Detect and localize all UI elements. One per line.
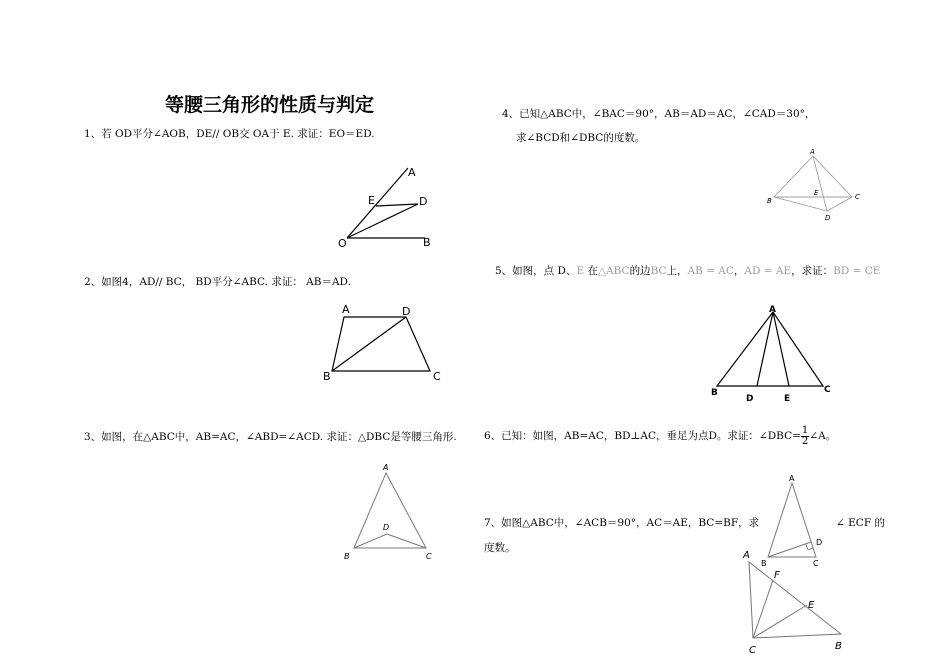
q5-prefix: 5、如图，点 D、 <box>495 265 577 277</box>
q4-label-c: C <box>855 193 860 201</box>
question-2-figure <box>320 300 450 385</box>
question-5-figure <box>705 300 835 405</box>
question-4-line2: 求∠BCD和∠DBC的度数。 <box>516 132 646 144</box>
question-6-text <box>484 424 836 448</box>
q1-label-d: D <box>419 195 428 208</box>
q7-label-e: E <box>808 600 815 611</box>
q6-label-d: D <box>816 538 823 547</box>
q5-mid1: 在 <box>584 265 598 277</box>
q6-main: 6、已知：如图，AB=AC，BD⊥AC，垂足为点D。求证：∠DBC= <box>484 430 801 442</box>
q7-label-b: B <box>835 641 842 652</box>
q5-label-b: B <box>711 388 718 398</box>
q5-mid4: ，求证： <box>791 265 834 277</box>
question-1-figure <box>330 160 440 250</box>
question-7-line1: 7、如图△ABC中，∠ACB＝90°，AC＝AE，BC=BF，求 <box>484 517 760 529</box>
q5-label-c: C <box>824 385 831 395</box>
q4-label-d: D <box>825 214 831 222</box>
q2-label-a: A <box>342 303 350 316</box>
question-4-figure <box>760 145 870 225</box>
question-7-right: ∠ ECF 的 <box>836 517 885 529</box>
q4-label-e: E <box>814 189 819 197</box>
question-4-line1: 4、已知△ABC中，∠BAC＝90°，AB＝AD＝AC，∠CAD＝30°， <box>502 108 816 120</box>
q5-cond-2: AD = AE <box>744 265 792 277</box>
q6-label-c: C <box>813 559 819 568</box>
question-3-text: 3、如图，在△ABC中，AB=AC，∠ABD=∠ACD. 求证：△DBC是等腰三角形. <box>84 431 457 443</box>
q5-mid3: 上， <box>666 265 688 277</box>
question-7-figure <box>735 545 850 660</box>
page-title: 等腰三角形的性质与判定 <box>165 94 375 116</box>
q3-label-c: C <box>426 552 432 561</box>
question-7-line2: 度数。 <box>484 542 516 554</box>
q1-label-o: O <box>338 237 347 250</box>
q1-label-b: B <box>423 236 431 249</box>
q6-suffix: ∠A。 <box>809 430 837 442</box>
q6-frac-num: 1 <box>801 424 809 436</box>
q5-label-a: A <box>769 305 776 315</box>
question-5-text <box>495 264 880 278</box>
q5-point-e: E <box>576 265 585 277</box>
q5-triangle: △ABC <box>597 265 630 277</box>
q2-label-d: D <box>402 305 411 318</box>
q7-label-c: C <box>749 645 756 656</box>
q7-label-a: A <box>743 550 750 561</box>
q6-frac-den: 2 <box>801 435 809 447</box>
q6-label-b: B <box>761 559 767 568</box>
q5-label-e: E <box>784 394 791 404</box>
question-3-figure <box>340 460 440 565</box>
q3-label-d: D <box>383 523 390 532</box>
q1-label-e: E <box>368 194 375 207</box>
q7-label-f: F <box>774 570 780 581</box>
q5-mid2: 的边 <box>629 265 651 277</box>
q5-goal: BD = CE <box>833 265 881 277</box>
question-1-text: 1、若 OD平分∠AOB，DE// OB交 OA于 E. 求证：EO＝ED. <box>84 128 375 140</box>
question-2-text: 2、如图4，AD// BC， BD平分∠ABC. 求证： AB＝AD. <box>84 276 351 288</box>
q2-label-c: C <box>433 370 441 383</box>
q5-label-d: D <box>746 394 754 404</box>
q4-label-b: B <box>767 197 772 205</box>
q4-label-a: A <box>810 148 815 156</box>
q5-side-bc: BC <box>650 265 667 277</box>
q3-label-a: A <box>383 463 389 472</box>
q1-label-a: A <box>408 166 416 179</box>
q2-label-b: B <box>323 370 331 383</box>
q5-cond-1: AB = AC <box>687 265 734 277</box>
q5-sep1: ， <box>733 265 745 277</box>
q3-label-b: B <box>344 552 350 561</box>
q6-label-a: A <box>789 474 795 483</box>
